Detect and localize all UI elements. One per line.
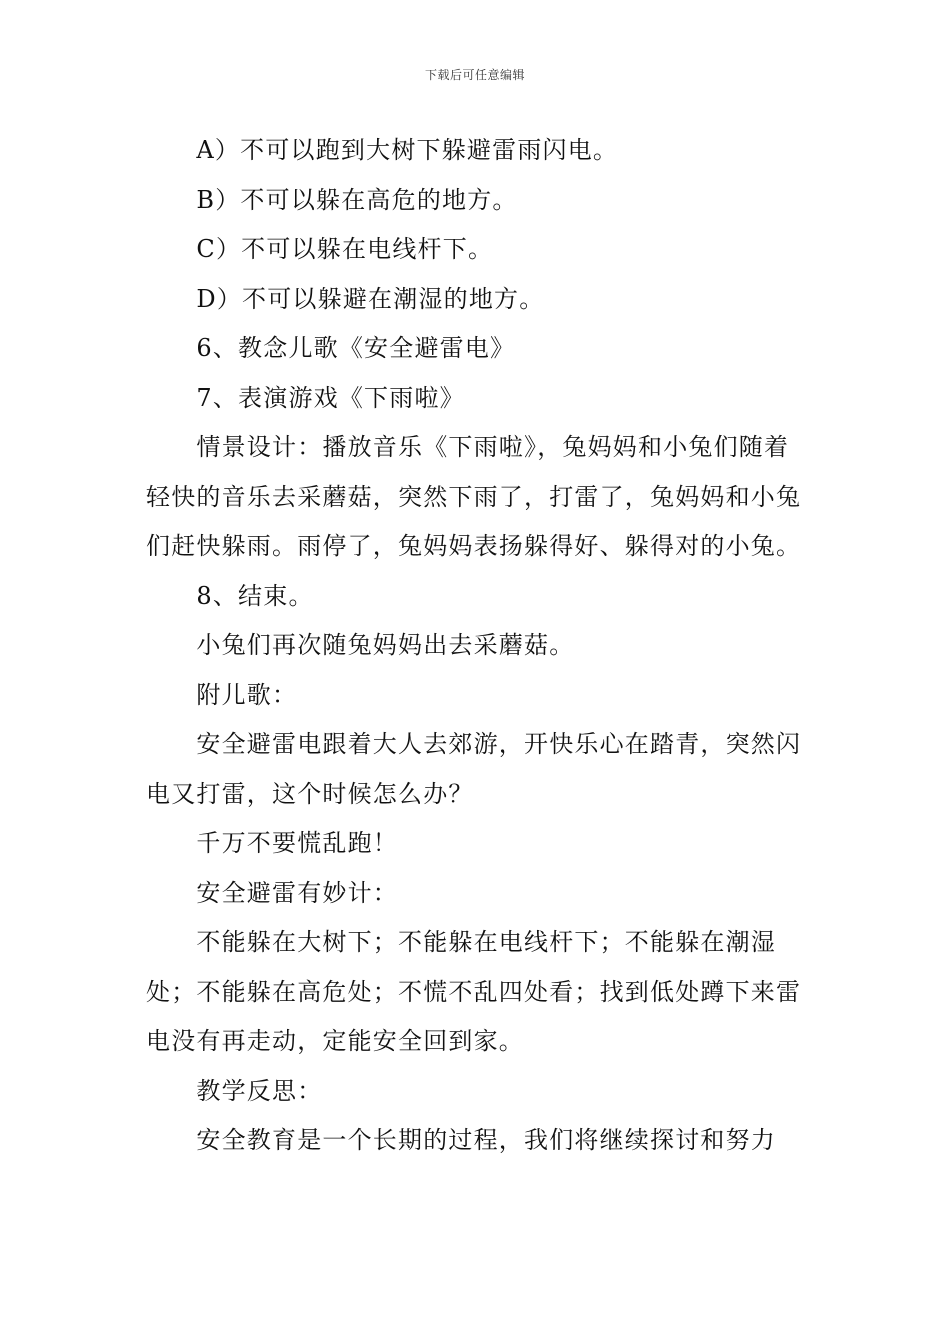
paragraph-step-6: 6、教念儿歌《安全避雷电》 xyxy=(196,334,516,362)
page-header: 下载后可任意编辑 xyxy=(424,68,525,82)
paragraph-option-c: C）不可以躲在电线杆下。 xyxy=(196,235,494,263)
paragraph-song-verse-4: 不能躲在大树下；不能躲在电线杆下；不能躲在潮湿处；不能躲在高危处；不慌不乱四处看；找到低处蹲下来雷电没有再走动，定能安全回到家。 xyxy=(146,928,802,1055)
paragraph-option-b: B）不可以躲在高危的地方。 xyxy=(196,185,518,214)
paragraph-step-8: 8、结束。 xyxy=(196,581,314,610)
paragraph-reflection-heading: 教学反思： xyxy=(196,1076,323,1105)
paragraph-song-verse-3: 安全避雷有妙计： xyxy=(196,878,398,907)
document-body xyxy=(146,126,810,1166)
paragraph-ending: 小兔们再次随兔妈妈出去采蘑菇。 xyxy=(196,631,575,659)
paragraph-scene-design: 情景设计：播放音乐《下雨啦》，兔妈妈和小兔们随着轻快的音乐去采蘑菇，突然下雨了，打雷了，兔妈妈和小兔们赶快躲雨。雨停了，兔妈妈表扬躲得好、躲得对的小兔。 xyxy=(146,433,802,560)
paragraph-step-7: 7、表演游戏《下雨啦》 xyxy=(196,383,465,412)
paragraph-option-d: D）不可以躲避在潮湿的地方。 xyxy=(196,284,545,313)
paragraph-reflection-text: 安全教育是一个长期的过程，我们将继续探讨和努力 xyxy=(196,1126,776,1154)
paragraph-option-a: A）不可以跑到大树下躲避雷雨闪电。 xyxy=(196,136,619,164)
paragraph-song-verse-1: 安全避雷电跟着大人去郊游，开快乐心在踏青，突然闪电又打雷，这个时候怎么办？ xyxy=(146,730,802,808)
paragraph-song-heading: 附儿歌： xyxy=(196,680,298,709)
paragraph-song-verse-2: 千万不要慌乱跑！ xyxy=(196,829,398,857)
